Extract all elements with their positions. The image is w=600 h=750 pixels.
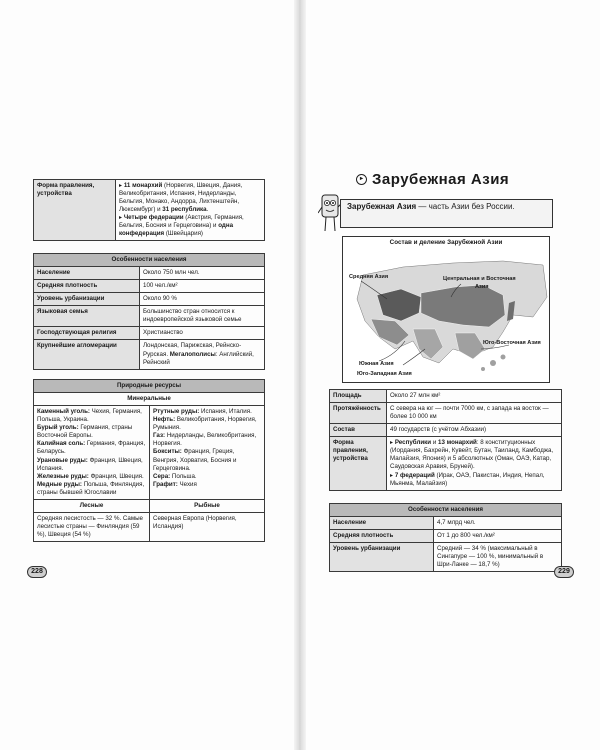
row-label: Господствующая религия (34, 327, 140, 340)
mineral-item: Железные руды: Франция, Швеция. (37, 472, 144, 480)
map-label-east-asia-2: Азия (475, 284, 489, 290)
row-value: От 1 до 800 чел./км² (434, 530, 562, 543)
row-value: Большинство стран относится к индоевропейской языковой семье (140, 306, 265, 327)
left-page (0, 0, 296, 750)
row-value: 100 чел./км² (140, 280, 265, 293)
row-label: Уровень урбанизации (330, 543, 434, 572)
row-label: Средняя плотность (34, 280, 140, 293)
fish-header: Рыбные (150, 499, 265, 512)
mineral-item: Каменный уголь: Чехия, Германия, Польша, Украина. (37, 408, 142, 424)
resources-header: Природные ресурсы (34, 380, 265, 393)
mineral-item: Урановые руды: Франция, Швеция, Испания. (37, 456, 143, 472)
mineral-item: Ртутные руды: Испания, Италия. (153, 408, 252, 416)
gov-table-europe (33, 179, 265, 241)
forest-header: Лесные (34, 499, 150, 512)
row-label: Население (34, 267, 140, 280)
mascot-icon (318, 191, 342, 235)
row-value: Средний — 34 % (максимальный в Сингапуре — 100 %, минимальный в Шри-Ланке — 18,7 %) (434, 543, 562, 572)
row-value: Около 750 млн чел. (140, 267, 265, 280)
row-value: Около 27 млн км² (387, 390, 562, 403)
facts-table-asia (329, 389, 562, 491)
page-number-right: 229 (554, 566, 574, 578)
mineral-item: Бокситы: Франция, Греция, Венгрия, Хорватия, Босния и Герцеговина. (153, 448, 237, 472)
row-value: С севера на юг — почти 7000 км, с запада на восток — более 10 000 км (387, 403, 562, 424)
row-label: Крупнейшие агломерации (34, 340, 140, 369)
page-number-left: 228 (27, 566, 47, 578)
map-label-east-asia: Центральная и Восточная (443, 276, 516, 282)
row-label: Площадь (330, 390, 387, 403)
mineral-item: Сера: Польша. (153, 472, 197, 480)
row-label: Уровень урбанизации (34, 293, 140, 306)
asia-map (342, 236, 550, 383)
gov-label: Форма правления, устройства (34, 180, 116, 241)
row-value: Христианство (140, 327, 265, 340)
population-table-europe (33, 253, 265, 370)
gov-item: ▸ 7 федераций (Ирак, ОАЭ, Пакистан, Индия, Непал, Мьянма, Малайзия) (390, 471, 545, 487)
population-header: Особенности населения (330, 504, 562, 517)
row-label: Языковая семья (34, 306, 140, 327)
row-label: Население (330, 517, 434, 530)
book-spine (294, 0, 306, 750)
mineral-item: Газ: Нидерланды, Великобритания, Норвегия. (153, 432, 257, 448)
population-table-asia (329, 503, 562, 572)
section-title: Зарубежная Азия (372, 171, 510, 188)
row-value: Около 90 % (140, 293, 265, 306)
row-value: 4,7 млрд чел. (434, 517, 562, 530)
mineral-item: Графит: Чехия (153, 480, 197, 488)
map-label-south-asia: Южная Азия (359, 361, 394, 367)
forest-text: Средняя лесистость — 32 %. Самые лесистые страны — Финляндия (59 %), Швеция (54 %) (34, 512, 150, 541)
row-value: Лондонская, Парижская, Рейнско-Рурская. Мегалополисы: Английский, Рейнский (140, 340, 265, 369)
map-label-central-asia: Средняя Азия (349, 274, 389, 280)
resources-table-europe (33, 379, 265, 542)
definition-box: Зарубежная Азия — часть Азии без России. (340, 199, 553, 228)
gov-item: ▸ 11 монархий (Норвегия, Швеция, Дания, Великобритания, Испания, Нидерланды, Бельгия, Монако, Андорра, Лихтенштейн, Люксембург) и 31 республика. (119, 182, 243, 214)
map-label-sw-asia: Юго-Западная Азия (357, 371, 412, 377)
fish-text: Северная Европа (Норвегия, Исландия) (150, 512, 265, 541)
gov-value (116, 180, 265, 241)
gov-value (387, 437, 562, 490)
mineral-item: Нефть: Великобритания, Норвегия, Румыния. (153, 416, 257, 432)
mineral-left-list (34, 406, 150, 500)
row-label: Средняя плотность (330, 530, 434, 543)
row-label: Состав (330, 424, 387, 437)
gov-item: ▸ Республики и 13 монархий: 8 конституционных (Иордания, Бахрейн, Кувейт, Бутан, Таиланд, Камбоджа, Малайзия, Япония) и 5 абсолютных (Оман, ОАЭ, Катар, Саудовская Аравия, Бруней). (390, 439, 554, 471)
row-label: Форма правления, устройства (330, 437, 387, 490)
mineral-item: Медные руды: Польша, Финляндия, страны бывшей Югославии (37, 480, 145, 496)
mineral-item: Бурый уголь: Германия, страны Восточной Европы. (37, 424, 133, 440)
mineral-item: Калийная соль: Германия, Франция, Беларусь. (37, 440, 146, 456)
population-header: Особенности населения (34, 254, 265, 267)
mineral-header: Минеральные (34, 393, 265, 406)
gov-item: ▸ Четыре федерации (Австрия, Германия, Бельгия, Босния и Герцеговина) и одна конфедерация (Швейцария) (119, 214, 244, 238)
map-label-se-asia: Юго-Восточная Азия (483, 340, 541, 346)
section-play-icon: ▸ (356, 174, 367, 185)
map-title: Состав и деление Зарубежной Азии (389, 239, 503, 246)
row-value: 49 государств (с учётом Абхазии) (387, 424, 562, 437)
row-label: Протяжённость (330, 403, 387, 424)
mineral-right-list (150, 406, 265, 500)
